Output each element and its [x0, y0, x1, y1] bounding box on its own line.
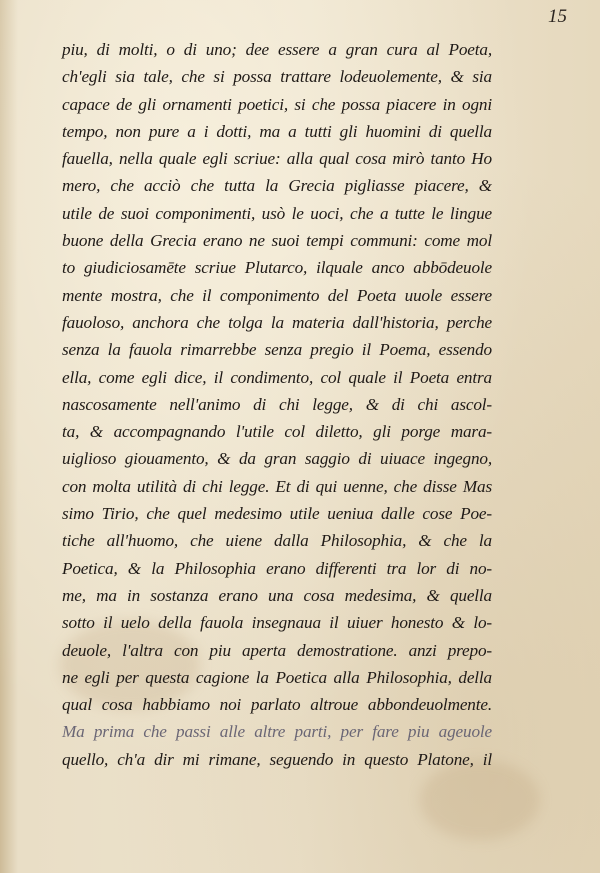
- text-line: mente mostra, che il componimento del Poeta uuole essere: [62, 285, 492, 305]
- text-line: ella, come egli dice, il condimento, col quale il Poeta entra: [62, 367, 492, 387]
- text-line: fauella, nella quale egli scriue: alla qual cosa mirò tanto Ho: [62, 149, 492, 169]
- text-line: deuole, l'altra con piu aperta demostratione. anzi prepo-: [62, 640, 492, 660]
- text-line: ch'egli sia tale, che si possa trattare lodeuolemente, & sia: [62, 67, 492, 87]
- text-line: Ma prima che passi alle altre parti, per fare piu ageuole: [62, 722, 492, 742]
- text-line: piu, di molti, o di uno; dee essere a gran cura al Poeta,: [62, 40, 492, 59]
- text-line: Poetica, & la Philosophia erano differenti tra lor di no-: [62, 558, 492, 578]
- text-line: simo Tirio, che quel medesimo utile ueniua dalle cose Poe-: [62, 504, 492, 524]
- text-line: capace de gli ornamenti poetici, si che possa piacere in ogni: [62, 94, 492, 114]
- text-line: uiglioso giouamento, & da gran saggio di uiuace ingegno,: [62, 449, 492, 469]
- text-line: qual cosa habbiamo noi parlato altroue abbondeuolmente.: [62, 695, 492, 715]
- body-text: [62, 36, 492, 773]
- text-line: nascosamente nell'animo di chi legge, & di chi ascol-: [62, 394, 492, 414]
- text-line: tempo, non pure a i dotti, ma a tutti gli huomini di quella: [62, 121, 492, 141]
- text-line: con molta utilità di chi legge. Et di qui uenne, che disse Mas: [62, 476, 492, 496]
- text-line: sotto il uelo della fauola insegnaua il uiuer honesto & lo-: [62, 613, 492, 633]
- text-line: me, ma in sostanza erano una cosa medesima, & quella: [62, 585, 492, 605]
- text-line: tiche all'huomo, che uiene dalla Philosophia, & che la: [62, 531, 492, 551]
- text-line: quello, ch'a dir mi rimane, seguendo in questo Platone, il: [62, 749, 492, 769]
- page-number: 15: [548, 6, 567, 27]
- text-line: ne egli per questa cagione la Poetica alla Philosophia, della: [62, 667, 492, 687]
- text-line: buone della Grecia erano ne suoi tempi communi: come mol: [62, 231, 492, 251]
- text-line: fauoloso, anchora che tolga la materia dall'historia, perche: [62, 312, 492, 332]
- text-line: mero, che acciò che tutta la Grecia pigliasse piacere, &: [62, 176, 492, 196]
- text-line: to giudiciosamēte scriue Plutarco, ilquale anco abbōdeuole: [62, 258, 492, 278]
- text-line: utile de suoi componimenti, usò le uoci, che a tutte le lingue: [62, 203, 492, 223]
- text-line: ta, & accompagnando l'utile col diletto, gli porge mara-: [62, 422, 492, 442]
- text-line: senza la fauola rimarrebbe senza pregio il Poema, essendo: [62, 340, 492, 360]
